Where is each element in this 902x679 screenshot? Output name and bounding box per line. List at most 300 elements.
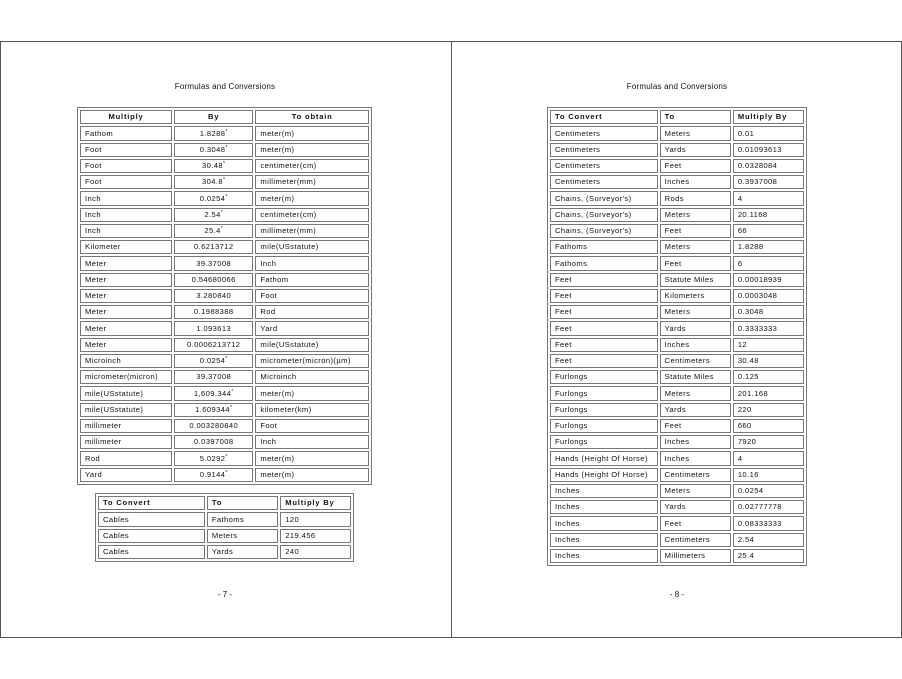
cell-to-convert-text: Inches bbox=[555, 486, 580, 496]
col-header-multiply-by: Multiply By bbox=[280, 496, 351, 510]
cell-multiply-by bbox=[733, 191, 804, 205]
cell-to bbox=[660, 403, 731, 417]
cell-to-convert bbox=[550, 370, 658, 384]
col-header-multiply-by: Multiply By bbox=[733, 110, 804, 124]
cell-to bbox=[660, 256, 731, 270]
cell-multiply-by-text: 10.16 bbox=[737, 469, 759, 479]
cell-multiply bbox=[80, 451, 172, 465]
cell-by bbox=[174, 451, 253, 465]
cell-multiply-by-text: 25.4 bbox=[737, 551, 755, 561]
cell-by bbox=[174, 354, 253, 368]
cell-to-convert-text: Centimeters bbox=[555, 128, 601, 138]
cell-multiply-by bbox=[733, 403, 804, 417]
cell-to-convert-text: Furlongs bbox=[555, 437, 588, 447]
cell-by-text: 1.093613 bbox=[196, 323, 232, 333]
cell-to-convert-text: Fathoms bbox=[555, 242, 588, 252]
cell-multiply-by-text: 1.8288 bbox=[737, 242, 764, 252]
cell-to-obtain bbox=[255, 289, 369, 303]
cell-multiply-by-text: 0.0254 bbox=[737, 486, 764, 496]
col-header-to: To bbox=[660, 110, 731, 124]
cell-to-text: Millimeters bbox=[664, 551, 706, 561]
cell-multiply-text: Rod bbox=[85, 453, 101, 463]
cell-to-convert-text: Cables bbox=[103, 530, 130, 540]
cell-to-convert bbox=[550, 354, 658, 368]
table-row bbox=[550, 500, 804, 514]
table-row bbox=[550, 435, 804, 449]
cell-multiply bbox=[80, 208, 172, 222]
cell-to-convert bbox=[550, 500, 658, 514]
table-row bbox=[550, 484, 804, 498]
cell-multiply-text: Fathom bbox=[85, 128, 114, 138]
cell-to bbox=[207, 545, 278, 559]
cell-by-text: 0.3048 bbox=[199, 144, 226, 154]
cell-to-convert bbox=[550, 224, 658, 238]
table-row bbox=[80, 386, 369, 400]
cell-multiply-by-text: 0.3048 bbox=[737, 307, 764, 317]
col-header-to-obtain: To obtain bbox=[255, 110, 369, 124]
cell-to bbox=[660, 386, 731, 400]
cell-to-obtain-text: mile(USstatute) bbox=[260, 339, 319, 349]
cell-to bbox=[660, 126, 731, 140]
cell-to-convert bbox=[550, 419, 658, 433]
table-row bbox=[550, 191, 804, 205]
table-row bbox=[550, 126, 804, 140]
cell-by-text: 2.54 bbox=[204, 209, 221, 219]
cell-multiply-by bbox=[733, 159, 804, 173]
cell-multiply-by bbox=[733, 500, 804, 514]
cell-to-obtain-text: kilometer(km) bbox=[260, 404, 312, 414]
cell-to-text: Centimeters bbox=[664, 469, 710, 479]
cell-to-convert-text: Chains, (Surveyor's) bbox=[555, 209, 632, 219]
table-row bbox=[98, 529, 351, 543]
cell-by bbox=[174, 403, 253, 417]
cell-multiply-by bbox=[733, 386, 804, 400]
cell-to-obtain-text: Rod bbox=[260, 307, 276, 317]
cell-multiply bbox=[80, 354, 172, 368]
cell-multiply bbox=[80, 143, 172, 157]
cell-multiply-by bbox=[733, 370, 804, 384]
cell-to-obtain bbox=[255, 370, 369, 384]
cell-multiply-by-text: 12 bbox=[737, 339, 748, 349]
table-row bbox=[550, 143, 804, 157]
cell-to-text: Statute Miles bbox=[664, 274, 714, 284]
cables-table bbox=[95, 493, 354, 562]
table-row bbox=[550, 338, 804, 352]
cell-multiply bbox=[80, 273, 172, 287]
cell-to-convert-text: Centimeters bbox=[555, 144, 601, 154]
cell-multiply bbox=[80, 338, 172, 352]
cell-to-text: Inches bbox=[664, 177, 690, 187]
cell-to bbox=[660, 289, 731, 303]
cell-multiply bbox=[80, 370, 172, 384]
cell-to bbox=[207, 512, 278, 526]
cell-multiply-by-text: 7920 bbox=[737, 437, 757, 447]
cell-multiply-by-text: 0.02777778 bbox=[737, 502, 782, 512]
cell-to-obtain bbox=[255, 126, 369, 140]
cell-multiply-by bbox=[733, 354, 804, 368]
table-row bbox=[550, 533, 804, 547]
cell-multiply-by bbox=[733, 451, 804, 465]
cell-to-obtain bbox=[255, 419, 369, 433]
conversion-table bbox=[547, 107, 807, 566]
cell-to-convert-text: Chains, (Surveyor's) bbox=[555, 226, 632, 236]
cell-multiply bbox=[80, 321, 172, 335]
cell-to-convert-text: Feet bbox=[555, 274, 572, 284]
cell-to-obtain-text: Microinch bbox=[260, 372, 297, 382]
cell-multiply bbox=[80, 240, 172, 254]
col-header-to-convert: To Convert bbox=[550, 110, 658, 124]
exact-value-marker: * bbox=[225, 144, 228, 151]
cell-to bbox=[660, 435, 731, 449]
cell-to-obtain bbox=[255, 191, 369, 205]
cell-by-text: 5.0292 bbox=[199, 453, 226, 463]
cell-multiply-by bbox=[280, 512, 351, 526]
cell-to-convert bbox=[550, 484, 658, 498]
cell-multiply-text: millimeter bbox=[85, 437, 122, 447]
cell-to-convert bbox=[550, 289, 658, 303]
cell-multiply-by-text: 0.0328084 bbox=[737, 161, 778, 171]
table-row bbox=[80, 273, 369, 287]
exact-value-marker: * bbox=[229, 404, 233, 411]
cell-to-convert bbox=[550, 175, 658, 189]
table-row bbox=[550, 321, 804, 335]
cell-by bbox=[174, 191, 253, 205]
table-row bbox=[80, 159, 369, 173]
cell-multiply-by bbox=[733, 549, 804, 563]
cell-to-convert-text: Inches bbox=[555, 518, 580, 528]
cell-by bbox=[174, 419, 253, 433]
table-row bbox=[80, 451, 369, 465]
page-number-left: - 7 - bbox=[217, 590, 233, 599]
cell-to bbox=[660, 533, 731, 547]
table-row bbox=[550, 354, 804, 368]
cell-multiply-by bbox=[280, 529, 351, 543]
cell-by bbox=[174, 273, 253, 287]
cell-to-obtain bbox=[255, 386, 369, 400]
cell-to-obtain-text: Foot bbox=[260, 291, 278, 301]
cell-to-obtain bbox=[255, 305, 369, 319]
cell-by bbox=[174, 321, 253, 335]
cell-by-text: 30.48 bbox=[202, 161, 224, 171]
cell-to-convert-text: Hands (Height Of Horse) bbox=[555, 469, 648, 479]
cell-to-obtain-text: mile(USstatute) bbox=[260, 242, 319, 252]
cell-by bbox=[174, 240, 253, 254]
table-row bbox=[550, 224, 804, 238]
cell-to-text: Fathoms bbox=[211, 514, 245, 524]
cell-to bbox=[660, 468, 731, 482]
cell-to-convert bbox=[550, 126, 658, 140]
table-row bbox=[98, 545, 351, 559]
table-row bbox=[550, 451, 804, 465]
table-row bbox=[550, 468, 804, 482]
col-header-multiply: Multiply bbox=[80, 110, 172, 124]
cell-to bbox=[660, 419, 731, 433]
cell-to-text: Feet bbox=[664, 258, 682, 268]
cell-by bbox=[174, 305, 253, 319]
cell-multiply-text: Meter bbox=[85, 258, 107, 268]
cell-to-convert bbox=[550, 386, 658, 400]
table-row bbox=[80, 354, 369, 368]
table-row bbox=[550, 386, 804, 400]
cell-to-convert bbox=[98, 529, 205, 543]
cell-multiply-text: Foot bbox=[85, 161, 102, 171]
cell-to-convert-text: Centimeters bbox=[555, 177, 601, 187]
cell-to bbox=[660, 191, 731, 205]
cell-multiply-text: mile(USstatute) bbox=[85, 404, 144, 414]
cell-to-convert-text: Inches bbox=[555, 502, 580, 512]
exact-value-marker: * bbox=[220, 209, 224, 216]
table-row bbox=[80, 240, 369, 254]
cell-to-convert-text: Feet bbox=[555, 291, 572, 301]
cell-to bbox=[660, 159, 731, 173]
cell-multiply-by bbox=[733, 208, 804, 222]
table-row bbox=[80, 435, 369, 449]
cell-multiply-by bbox=[733, 484, 804, 498]
cell-by bbox=[174, 289, 253, 303]
table-row bbox=[550, 159, 804, 173]
cell-multiply-text: Kilometer bbox=[85, 242, 121, 252]
table-row bbox=[80, 143, 369, 157]
cell-multiply-by-text: 2.54 bbox=[737, 534, 755, 544]
cell-to-text: Meters bbox=[664, 128, 691, 138]
cell-multiply bbox=[80, 386, 172, 400]
cell-to-text: Inches bbox=[664, 453, 690, 463]
exact-value-marker: * bbox=[223, 161, 226, 168]
cell-multiply bbox=[80, 224, 172, 238]
cell-by-text: 1,609.344 bbox=[193, 388, 232, 398]
cell-to-convert bbox=[550, 240, 658, 254]
cell-to-obtain-text: Fathom bbox=[260, 274, 289, 284]
exact-value-marker: * bbox=[225, 193, 228, 200]
cell-to-text: Yards bbox=[664, 404, 686, 414]
cell-to-text: Inches bbox=[664, 437, 690, 447]
cell-multiply-by-text: 4 bbox=[737, 453, 743, 463]
cell-to bbox=[660, 224, 731, 238]
cell-to-obtain bbox=[255, 208, 369, 222]
cell-to bbox=[660, 338, 731, 352]
cell-to-convert bbox=[550, 321, 658, 335]
cell-to-obtain bbox=[255, 175, 369, 189]
cell-multiply bbox=[80, 419, 172, 433]
cell-to-text: Meters bbox=[664, 307, 691, 317]
cell-multiply-by-text: 20.1168 bbox=[737, 209, 768, 219]
table-row bbox=[80, 208, 369, 222]
col-header-to-convert: To Convert bbox=[98, 496, 205, 510]
page-number-right: - 8 - bbox=[669, 590, 685, 599]
exact-value-marker: * bbox=[225, 453, 228, 460]
cell-to bbox=[660, 143, 731, 157]
cell-multiply bbox=[80, 305, 172, 319]
cell-by bbox=[174, 159, 253, 173]
cell-multiply-by bbox=[733, 240, 804, 254]
cell-multiply-text: mile(USstatute) bbox=[85, 388, 144, 398]
table-row bbox=[80, 468, 369, 482]
cell-by bbox=[174, 175, 253, 189]
table-row bbox=[550, 419, 804, 433]
cell-to-text: Meters bbox=[211, 530, 238, 540]
cell-by-text: 39.37008 bbox=[196, 372, 232, 382]
cell-to bbox=[660, 321, 731, 335]
cell-to-convert-text: Inches bbox=[555, 551, 580, 561]
table-row bbox=[80, 191, 369, 205]
cell-to-text: Centimeters bbox=[664, 356, 710, 366]
cell-to-convert-text: Feet bbox=[555, 356, 572, 366]
cell-to bbox=[660, 240, 731, 254]
cell-to-text: Feet bbox=[664, 161, 682, 171]
page-title-right: Formulas and Conversions bbox=[626, 82, 728, 91]
cell-to-obtain-text: Yard bbox=[260, 323, 278, 333]
cell-multiply-by-text: 0.3333333 bbox=[737, 323, 778, 333]
cell-to-text: Yards bbox=[211, 547, 234, 557]
cell-by-text: 0.1988388 bbox=[193, 307, 234, 317]
cell-multiply-by-text: 4 bbox=[737, 193, 743, 203]
cell-to-text: Rods bbox=[664, 193, 684, 203]
cell-to-convert bbox=[550, 533, 658, 547]
cell-multiply bbox=[80, 468, 172, 482]
cell-multiply-by-text: 0.0003048 bbox=[737, 291, 778, 301]
cell-to-obtain bbox=[255, 435, 369, 449]
cell-multiply-text: Meter bbox=[85, 307, 107, 317]
cell-to-convert bbox=[550, 256, 658, 270]
table-row bbox=[80, 175, 369, 189]
cell-by-text: 0.0397008 bbox=[193, 437, 234, 447]
cell-multiply-by bbox=[733, 321, 804, 335]
cell-to-obtain-text: meter(m) bbox=[260, 128, 295, 138]
col-header-by: By bbox=[174, 110, 253, 124]
cell-to-convert-text: Feet bbox=[555, 307, 572, 317]
cell-multiply bbox=[80, 256, 172, 270]
cell-to-obtain-text: meter(m) bbox=[260, 453, 295, 463]
cell-by-text: 39.37008 bbox=[196, 258, 232, 268]
cell-to-obtain bbox=[255, 143, 369, 157]
cell-to-convert-text: Cables bbox=[103, 514, 130, 524]
cell-multiply bbox=[80, 191, 172, 205]
cell-multiply-by bbox=[733, 419, 804, 433]
cell-multiply bbox=[80, 403, 172, 417]
cell-to-obtain bbox=[255, 321, 369, 335]
cell-to bbox=[660, 354, 731, 368]
cell-multiply bbox=[80, 126, 172, 140]
cell-to-text: Yards bbox=[664, 502, 686, 512]
cell-multiply-text: Meter bbox=[85, 339, 107, 349]
page-divider bbox=[451, 41, 452, 638]
table-header-row bbox=[98, 496, 351, 510]
cell-multiply-by bbox=[733, 338, 804, 352]
cell-to-obtain bbox=[255, 354, 369, 368]
cell-to-obtain-text: millimeter(mm) bbox=[260, 177, 317, 187]
cell-to-obtain-text: meter(m) bbox=[260, 469, 295, 479]
exact-value-marker: * bbox=[223, 177, 226, 184]
cell-multiply-text: micrometer(micron) bbox=[85, 372, 159, 382]
cell-multiply-text: Inch bbox=[85, 193, 101, 203]
cell-to-text: Centimeters bbox=[664, 534, 710, 544]
table-row bbox=[550, 370, 804, 384]
cell-to bbox=[660, 208, 731, 222]
table-row bbox=[550, 516, 804, 530]
cell-to-convert bbox=[550, 451, 658, 465]
table-row bbox=[550, 256, 804, 270]
cell-to-convert-text: Furlongs bbox=[555, 421, 588, 431]
cell-to-convert bbox=[550, 143, 658, 157]
cell-to-text: Meters bbox=[664, 486, 691, 496]
table-row bbox=[550, 305, 804, 319]
cell-to-convert-text: Feet bbox=[555, 339, 572, 349]
cell-by-text: 304.8 bbox=[202, 177, 224, 187]
cell-to bbox=[660, 500, 731, 514]
cell-to-obtain-text: Inch bbox=[260, 258, 277, 268]
cell-multiply-text: Meter bbox=[85, 291, 107, 301]
cell-to-obtain bbox=[255, 256, 369, 270]
cell-to-obtain bbox=[255, 451, 369, 465]
cell-multiply-by-text: 201.168 bbox=[737, 388, 769, 398]
cell-to-text: Feet bbox=[664, 518, 682, 528]
exact-value-marker: * bbox=[231, 388, 234, 395]
table-header-row bbox=[80, 110, 369, 124]
cell-multiply-text: Microinch bbox=[85, 356, 122, 366]
cell-to-convert-text: Centimeters bbox=[555, 161, 601, 171]
cell-to-text: Inches bbox=[664, 339, 690, 349]
cell-multiply-text: Inch bbox=[85, 209, 101, 219]
cell-by bbox=[174, 126, 253, 140]
cell-multiply-by bbox=[733, 143, 804, 157]
table-header-row bbox=[550, 110, 804, 124]
cell-multiply-text: Yard bbox=[85, 469, 103, 479]
cell-to-convert-text: Furlongs bbox=[555, 404, 588, 414]
cell-multiply-by bbox=[733, 289, 804, 303]
cell-to bbox=[207, 529, 278, 543]
table-row bbox=[550, 273, 804, 287]
table-row bbox=[550, 175, 804, 189]
cell-multiply-by-text: 0.01 bbox=[737, 128, 755, 138]
cell-multiply-text: Foot bbox=[85, 177, 102, 187]
cell-multiply-by-text: 6 bbox=[737, 258, 743, 268]
table-row bbox=[80, 224, 369, 238]
cell-by bbox=[174, 224, 253, 238]
exact-value-marker: * bbox=[225, 469, 228, 476]
cell-to bbox=[660, 273, 731, 287]
cell-multiply-by bbox=[733, 468, 804, 482]
cell-to-convert-text: Chains, (Surveyor's) bbox=[555, 193, 632, 203]
cell-by bbox=[174, 208, 253, 222]
table-row bbox=[80, 338, 369, 352]
table-row bbox=[550, 403, 804, 417]
cell-multiply-by bbox=[733, 305, 804, 319]
cell-to-obtain bbox=[255, 338, 369, 352]
cell-multiply-by-text: 660 bbox=[737, 421, 752, 431]
cell-to bbox=[660, 305, 731, 319]
cell-multiply-by bbox=[733, 224, 804, 238]
cell-multiply-by-text: 120 bbox=[285, 514, 300, 524]
cell-multiply-by-text: 0.01093613 bbox=[737, 144, 782, 154]
cell-to-obtain bbox=[255, 468, 369, 482]
cell-multiply-by-text: 0.3937008 bbox=[737, 177, 778, 187]
cell-to bbox=[660, 451, 731, 465]
table-row bbox=[550, 208, 804, 222]
cell-to-text: Feet bbox=[664, 226, 682, 236]
cell-by bbox=[174, 338, 253, 352]
table-row bbox=[550, 549, 804, 563]
cell-multiply-by bbox=[733, 273, 804, 287]
cell-by bbox=[174, 143, 253, 157]
cell-to-obtain-text: centimeter(cm) bbox=[260, 161, 317, 171]
cell-by-text: 1.8288 bbox=[199, 128, 226, 138]
cell-to-convert-text: Hands (Height Of Horse) bbox=[555, 453, 648, 463]
cell-by bbox=[174, 386, 253, 400]
table-row bbox=[80, 126, 369, 140]
table-row bbox=[98, 512, 351, 526]
cell-to-convert bbox=[550, 403, 658, 417]
cell-multiply-by bbox=[733, 533, 804, 547]
